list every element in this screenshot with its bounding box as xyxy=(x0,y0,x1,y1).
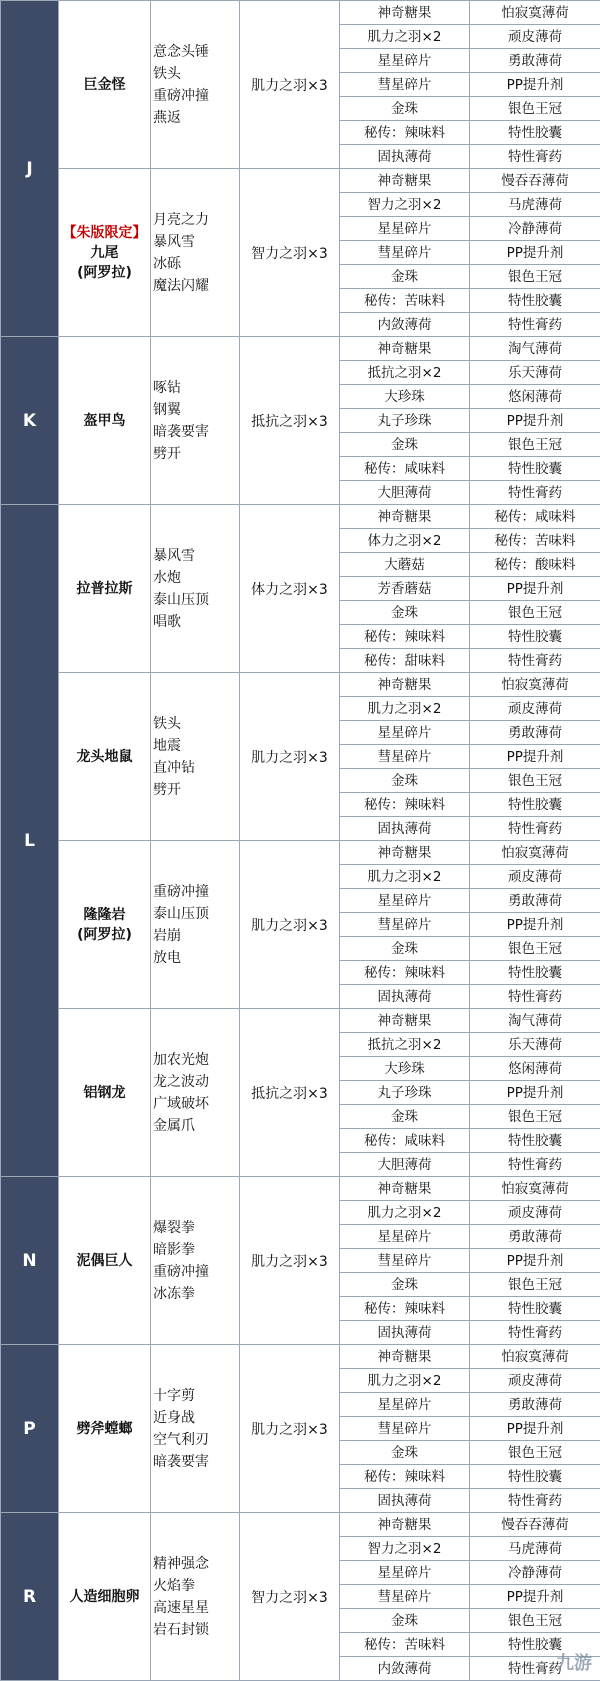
reward-item-left: 秘传：咸味料 xyxy=(340,1129,470,1153)
reward-item-right: 乐天薄荷 xyxy=(470,361,600,385)
moves-cell xyxy=(151,1177,240,1345)
reward-item-left: 彗星碎片 xyxy=(340,1417,470,1441)
moves-cell xyxy=(151,1,240,169)
reward-item-right: 悠闲薄荷 xyxy=(470,1057,600,1081)
reward-item-right: 怕寂寞薄荷 xyxy=(470,1345,600,1369)
reward-item-left: 金珠 xyxy=(340,1273,470,1297)
item-row xyxy=(1,1,600,25)
move-name: 广域破坏 xyxy=(153,1095,209,1112)
reward-item-left: 肌力之羽×2 xyxy=(340,1201,470,1225)
move-name: 空气利刃 xyxy=(153,1431,209,1448)
reward-item-right: 悠闲薄荷 xyxy=(470,385,600,409)
move-name: 意念头锤 xyxy=(153,43,209,60)
reward-item-left: 固执薄荷 xyxy=(340,985,470,1009)
move-name: 重磅冲撞 xyxy=(153,87,209,104)
reward-item-right: PP提升剂 xyxy=(470,241,600,265)
reward-item-left: 星星碎片 xyxy=(340,889,470,913)
reward-item-right: 特性膏药 xyxy=(470,817,600,841)
reward-item-left: 秘传：苦味料 xyxy=(340,289,470,313)
move-name: 十字剪 xyxy=(153,1387,195,1404)
reward-item-left: 固执薄荷 xyxy=(340,145,470,169)
reward-item-left: 秘传：辣味料 xyxy=(340,793,470,817)
reward-item-right: 勇敢薄荷 xyxy=(470,1225,600,1249)
reward-item-right: PP提升剂 xyxy=(470,1417,600,1441)
pokemon-name-cell xyxy=(59,1009,151,1177)
pokemon-name: 隆隆岩 xyxy=(83,906,126,923)
move-name: 暗袭要害 xyxy=(153,1453,209,1470)
reward-item-right: PP提升剂 xyxy=(470,73,600,97)
reward-item-left: 金珠 xyxy=(340,769,470,793)
move-name: 直冲钻 xyxy=(153,759,195,776)
move-name: 劈开 xyxy=(153,781,181,798)
item-row xyxy=(1,1513,600,1537)
item-row xyxy=(1,841,600,865)
move-name: 冰砾 xyxy=(153,255,181,272)
reward-item-left: 金珠 xyxy=(340,1105,470,1129)
move-name: 燕返 xyxy=(153,109,181,126)
reward-item-left: 抵抗之羽×2 xyxy=(340,1033,470,1057)
reward-item-left: 秘传：辣味料 xyxy=(340,121,470,145)
reward-item-right: 特性胶囊 xyxy=(470,1633,600,1657)
move-name: 冰冻拳 xyxy=(153,1285,195,1302)
move-name: 地震 xyxy=(153,737,181,754)
reward-item-left: 神奇糖果 xyxy=(340,1345,470,1369)
reward-item-left: 秘传：甜味料 xyxy=(340,649,470,673)
reward-item-right: 银色王冠 xyxy=(470,769,600,793)
reward-item-right: 特性胶囊 xyxy=(470,289,600,313)
reward-item-right: 秘传：酸味料 xyxy=(470,553,600,577)
move-name: 铁头 xyxy=(153,715,181,732)
reward-item-left: 彗星碎片 xyxy=(340,73,470,97)
reward-item-left: 秘传：辣味料 xyxy=(340,1297,470,1321)
feather-reward: 肌力之羽×3 xyxy=(240,1,340,169)
reward-item-right: 特性胶囊 xyxy=(470,961,600,985)
moves-cell xyxy=(151,1009,240,1177)
reward-item-right: 特性膏药 xyxy=(470,1321,600,1345)
reward-item-left: 彗星碎片 xyxy=(340,745,470,769)
move-name: 月亮之力 xyxy=(153,211,209,228)
reward-item-right: 特性胶囊 xyxy=(470,1465,600,1489)
reward-item-right: 乐天薄荷 xyxy=(470,1033,600,1057)
reward-item-left: 抵抗之羽×2 xyxy=(340,361,470,385)
group-letter: P xyxy=(1,1345,59,1513)
pokemon-name-cell xyxy=(59,337,151,505)
reward-item-right: 银色王冠 xyxy=(470,1441,600,1465)
item-row xyxy=(1,169,600,193)
reward-item-right: 银色王冠 xyxy=(470,601,600,625)
reward-item-right: PP提升剂 xyxy=(470,577,600,601)
reward-item-left: 秘传：辣味料 xyxy=(340,625,470,649)
reward-item-right: 勇敢薄荷 xyxy=(470,721,600,745)
pokemon-form: (阿罗拉) xyxy=(77,926,132,943)
reward-item-right: 特性膏药 xyxy=(470,1153,600,1177)
reward-item-right: 顽皮薄荷 xyxy=(470,865,600,889)
reward-item-left: 彗星碎片 xyxy=(340,1585,470,1609)
move-name: 暴风雪 xyxy=(153,547,195,564)
reward-item-right: 特性膏药 xyxy=(470,145,600,169)
reward-item-right: 特性胶囊 xyxy=(470,457,600,481)
reward-item-left: 星星碎片 xyxy=(340,49,470,73)
reward-item-left: 大珍珠 xyxy=(340,385,470,409)
reward-item-left: 肌力之羽×2 xyxy=(340,25,470,49)
reward-item-left: 丸子珍珠 xyxy=(340,409,470,433)
reward-item-right: 勇敢薄荷 xyxy=(470,49,600,73)
reward-item-right: 马虎薄荷 xyxy=(470,1537,600,1561)
move-name: 劈开 xyxy=(153,445,181,462)
reward-item-left: 秘传：苦味料 xyxy=(340,1633,470,1657)
reward-item-right: 马虎薄荷 xyxy=(470,193,600,217)
reward-item-left: 金珠 xyxy=(340,1441,470,1465)
item-row xyxy=(1,1177,600,1201)
pokemon-name: 人造细胞卵 xyxy=(69,1588,140,1605)
pokemon-name-cell xyxy=(59,673,151,841)
reward-item-right: 特性膏药 xyxy=(470,649,600,673)
reward-item-right: 秘传：苦味料 xyxy=(470,529,600,553)
moves-cell xyxy=(151,673,240,841)
pokemon-name-cell xyxy=(59,1345,151,1513)
reward-item-left: 肌力之羽×2 xyxy=(340,1369,470,1393)
item-row xyxy=(1,1009,600,1033)
move-name: 近身战 xyxy=(153,1409,195,1426)
pokemon-name-cell xyxy=(59,169,151,337)
move-name: 唱歌 xyxy=(153,613,181,630)
reward-item-left: 神奇糖果 xyxy=(340,1,470,25)
pokemon-name: 泥偶巨人 xyxy=(76,1252,133,1269)
pokemon-name: 铝钢龙 xyxy=(83,1084,126,1101)
reward-item-right: 特性膏药 xyxy=(470,313,600,337)
moves-cell xyxy=(151,1345,240,1513)
reward-item-right: 怕寂寞薄荷 xyxy=(470,1,600,25)
pokemon-name: 巨金怪 xyxy=(83,76,126,93)
reward-item-left: 金珠 xyxy=(340,433,470,457)
move-name: 泰山压顶 xyxy=(153,905,209,922)
reward-item-right: 银色王冠 xyxy=(470,1105,600,1129)
reward-item-right: 银色王冠 xyxy=(470,1273,600,1297)
reward-item-left: 内敛薄荷 xyxy=(340,313,470,337)
pokemon-name: 龙头地鼠 xyxy=(76,748,133,765)
moves-cell xyxy=(151,841,240,1009)
reward-item-left: 大胆薄荷 xyxy=(340,1153,470,1177)
move-name: 放电 xyxy=(153,949,181,966)
reward-item-right: 银色王冠 xyxy=(470,265,600,289)
reward-item-left: 神奇糖果 xyxy=(340,673,470,697)
reward-item-right: 勇敢薄荷 xyxy=(470,1393,600,1417)
group-letter: J xyxy=(1,1,59,337)
reward-item-right: PP提升剂 xyxy=(470,745,600,769)
reward-item-right: 特性胶囊 xyxy=(470,1129,600,1153)
reward-item-left: 芳香蘑菇 xyxy=(340,577,470,601)
reward-item-right: 顽皮薄荷 xyxy=(470,25,600,49)
reward-item-left: 内敛薄荷 xyxy=(340,1657,470,1681)
reward-item-right: 顽皮薄荷 xyxy=(470,1201,600,1225)
pokemon-name: 劈斧螳螂 xyxy=(76,1420,133,1437)
reward-item-left: 体力之羽×2 xyxy=(340,529,470,553)
reward-item-left: 金珠 xyxy=(340,601,470,625)
move-name: 魔法闪耀 xyxy=(153,277,209,294)
pokemon-name-cell xyxy=(59,841,151,1009)
move-name: 啄钻 xyxy=(153,379,181,396)
reward-item-right: 顽皮薄荷 xyxy=(470,697,600,721)
reward-item-right: 怕寂寞薄荷 xyxy=(470,1177,600,1201)
reward-item-left: 固执薄荷 xyxy=(340,1489,470,1513)
move-name: 龙之波动 xyxy=(153,1073,209,1090)
reward-item-right: 银色王冠 xyxy=(470,433,600,457)
move-name: 金属爪 xyxy=(153,1117,195,1134)
move-name: 重磅冲撞 xyxy=(153,883,209,900)
move-name: 铁头 xyxy=(153,65,181,82)
group-letter: L xyxy=(1,505,59,1177)
reward-item-right: 淘气薄荷 xyxy=(470,1009,600,1033)
move-name: 精神强念 xyxy=(153,1555,209,1572)
reward-item-right: 怕寂寞薄荷 xyxy=(470,841,600,865)
reward-item-right: PP提升剂 xyxy=(470,913,600,937)
reward-item-left: 星星碎片 xyxy=(340,1225,470,1249)
feather-reward: 智力之羽×3 xyxy=(240,169,340,337)
move-name: 岩石封锁 xyxy=(153,1621,209,1638)
moves-cell xyxy=(151,337,240,505)
move-name: 加农光炮 xyxy=(153,1051,209,1068)
reward-item-right: 淘气薄荷 xyxy=(470,337,600,361)
reward-item-left: 固执薄荷 xyxy=(340,817,470,841)
feather-reward: 肌力之羽×3 xyxy=(240,841,340,1009)
reward-item-left: 固执薄荷 xyxy=(340,1321,470,1345)
reward-item-right: 特性胶囊 xyxy=(470,1297,600,1321)
pokemon-form: (阿罗拉) xyxy=(77,264,132,281)
item-row xyxy=(1,337,600,361)
move-name: 钢翼 xyxy=(153,401,181,418)
move-name: 爆裂拳 xyxy=(153,1219,195,1236)
reward-item-left: 星星碎片 xyxy=(340,1561,470,1585)
reward-item-left: 丸子珍珠 xyxy=(340,1081,470,1105)
feather-reward: 体力之羽×3 xyxy=(240,505,340,673)
pokemon-name: 盔甲鸟 xyxy=(83,412,126,429)
move-name: 暴风雪 xyxy=(153,233,195,250)
reward-item-left: 神奇糖果 xyxy=(340,337,470,361)
feather-reward: 肌力之羽×3 xyxy=(240,1345,340,1513)
reward-item-right: PP提升剂 xyxy=(470,1081,600,1105)
reward-item-left: 神奇糖果 xyxy=(340,505,470,529)
group-letter: N xyxy=(1,1177,59,1345)
version-exclusive-tag: 【朱版限定】 xyxy=(62,224,147,241)
reward-item-left: 大珍珠 xyxy=(340,1057,470,1081)
reward-item-left: 智力之羽×2 xyxy=(340,193,470,217)
reward-item-left: 肌力之羽×2 xyxy=(340,865,470,889)
reward-item-right: 勇敢薄荷 xyxy=(470,889,600,913)
reward-item-left: 金珠 xyxy=(340,937,470,961)
item-row xyxy=(1,673,600,697)
group-letter: K xyxy=(1,337,59,505)
move-name: 重磅冲撞 xyxy=(153,1263,209,1280)
item-row xyxy=(1,1345,600,1369)
reward-item-right: 银色王冠 xyxy=(470,97,600,121)
reward-item-left: 金珠 xyxy=(340,1609,470,1633)
move-name: 泰山压顶 xyxy=(153,591,209,608)
watermark-logo: 九游 xyxy=(556,1653,592,1674)
reward-item-right: 顽皮薄荷 xyxy=(470,1369,600,1393)
group-letter: R xyxy=(1,1513,59,1681)
reward-item-right: PP提升剂 xyxy=(470,1249,600,1273)
reward-item-right: 特性胶囊 xyxy=(470,625,600,649)
reward-item-right: 特性胶囊 xyxy=(470,121,600,145)
pokemon-name-cell xyxy=(59,505,151,673)
reward-item-right: 特性膏药 xyxy=(470,1489,600,1513)
feather-reward: 抵抗之羽×3 xyxy=(240,337,340,505)
reward-item-right: 特性膏药 xyxy=(470,1657,600,1681)
reward-item-left: 神奇糖果 xyxy=(340,841,470,865)
reward-item-left: 金珠 xyxy=(340,265,470,289)
reward-item-left: 大胆薄荷 xyxy=(340,481,470,505)
reward-item-left: 大蘑菇 xyxy=(340,553,470,577)
reward-item-left: 神奇糖果 xyxy=(340,169,470,193)
move-name: 水炮 xyxy=(153,569,181,586)
reward-item-left: 星星碎片 xyxy=(340,1393,470,1417)
reward-item-left: 神奇糖果 xyxy=(340,1177,470,1201)
pokemon-name: 拉普拉斯 xyxy=(76,580,133,597)
move-name: 火焰拳 xyxy=(153,1577,195,1594)
reward-item-left: 彗星碎片 xyxy=(340,1249,470,1273)
feather-reward: 抵抗之羽×3 xyxy=(240,1009,340,1177)
feather-reward: 肌力之羽×3 xyxy=(240,1177,340,1345)
reward-item-left: 神奇糖果 xyxy=(340,1009,470,1033)
move-name: 岩崩 xyxy=(153,927,181,944)
reward-item-right: 银色王冠 xyxy=(470,937,600,961)
reward-item-right: PP提升剂 xyxy=(470,409,600,433)
moves-cell xyxy=(151,1513,240,1681)
reward-item-right: 慢吞吞薄荷 xyxy=(470,1513,600,1537)
feather-reward: 智力之羽×3 xyxy=(240,1513,340,1681)
move-name: 高速星星 xyxy=(153,1599,209,1616)
reward-item-right: 特性胶囊 xyxy=(470,793,600,817)
item-row xyxy=(1,505,600,529)
reward-item-left: 星星碎片 xyxy=(340,721,470,745)
reward-item-left: 彗星碎片 xyxy=(340,241,470,265)
reward-item-right: 银色王冠 xyxy=(470,1609,600,1633)
reward-item-left: 秘传：辣味料 xyxy=(340,1465,470,1489)
reward-item-left: 彗星碎片 xyxy=(340,913,470,937)
move-name: 暗袭要害 xyxy=(153,423,209,440)
pokemon-name-cell xyxy=(59,1177,151,1345)
moves-cell xyxy=(151,169,240,337)
reward-item-right: 秘传：咸味料 xyxy=(470,505,600,529)
reward-item-right: 特性膏药 xyxy=(470,985,600,1009)
reward-item-right: 特性膏药 xyxy=(470,481,600,505)
reward-item-left: 神奇糖果 xyxy=(340,1513,470,1537)
reward-item-left: 秘传：辣味料 xyxy=(340,961,470,985)
reward-item-left: 星星碎片 xyxy=(340,217,470,241)
reward-item-left: 金珠 xyxy=(340,97,470,121)
reward-item-right: 怕寂寞薄荷 xyxy=(470,673,600,697)
reward-item-right: 慢吞吞薄荷 xyxy=(470,169,600,193)
reward-item-left: 肌力之羽×2 xyxy=(340,697,470,721)
pokemon-name-cell xyxy=(59,1,151,169)
feather-reward: 肌力之羽×3 xyxy=(240,673,340,841)
reward-item-left: 秘传：咸味料 xyxy=(340,457,470,481)
pokemon-name: 九尾 xyxy=(90,244,119,261)
pokemon-name-cell xyxy=(59,1513,151,1681)
reward-item-left: 智力之羽×2 xyxy=(340,1537,470,1561)
reward-item-right: PP提升剂 xyxy=(470,1585,600,1609)
reward-item-right: 冷静薄荷 xyxy=(470,1561,600,1585)
move-name: 暗影拳 xyxy=(153,1241,195,1258)
moves-cell xyxy=(151,505,240,673)
reward-item-right: 冷静薄荷 xyxy=(470,217,600,241)
